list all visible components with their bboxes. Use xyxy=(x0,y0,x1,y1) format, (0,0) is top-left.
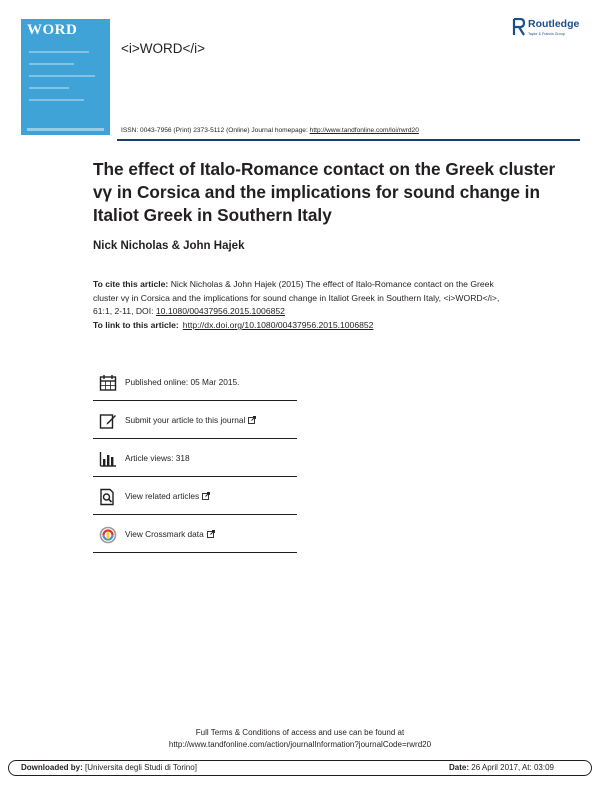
link-label: To link to this article: xyxy=(93,320,179,330)
crossmark-link[interactable] xyxy=(125,529,215,539)
submit-article-link[interactable] xyxy=(125,415,256,425)
submit-article-label: Submit your article to this journal xyxy=(125,415,246,425)
journal-homepage-link[interactable]: http://www.tandfonline.com/loi/rwrd20 xyxy=(309,127,419,134)
terms-url-link[interactable]: http://www.tandfonline.com/action/journalInformation?journalCode=rwrd20 xyxy=(168,740,432,749)
related-articles-label: View related articles xyxy=(125,491,200,501)
cover-decoration xyxy=(29,51,89,53)
article-link-line xyxy=(93,320,373,330)
issn-line xyxy=(121,127,419,134)
journal-title: <i>WORD</i> xyxy=(121,41,206,56)
cover-footer-bar xyxy=(27,128,104,131)
issn-text: ISSN: 0043-7956 (Print) 2373-5112 (Online) Journal homepage: xyxy=(121,127,310,134)
bar-chart-icon xyxy=(99,450,117,468)
terms-notice xyxy=(0,727,600,751)
header-divider xyxy=(117,139,580,141)
external-link-icon xyxy=(248,416,256,424)
article-views-text: Article views: 318 xyxy=(125,453,190,463)
cover-decoration xyxy=(29,87,69,89)
cover-decoration xyxy=(29,63,74,65)
date-value: 26 April 2017, At: 03:09 xyxy=(471,763,554,772)
calendar-icon xyxy=(99,374,117,392)
article-views-row xyxy=(93,439,297,477)
external-link-icon xyxy=(202,492,210,500)
publisher-logo xyxy=(512,17,592,43)
submit-article-row[interactable] xyxy=(93,401,297,439)
publisher-tagline: Taylor & Francis Group xyxy=(528,32,565,36)
doi-link[interactable]: 10.1080/00437956.2015.1006852 xyxy=(155,306,285,316)
citation-block xyxy=(93,278,513,319)
date-label: Date: xyxy=(449,763,470,772)
download-info-bar xyxy=(8,760,592,776)
edit-icon xyxy=(99,412,117,430)
downloaded-by-label: Downloaded by: xyxy=(21,763,83,772)
external-link-icon xyxy=(207,530,215,538)
publisher-name: Routledge xyxy=(528,18,580,30)
cover-decoration xyxy=(29,75,95,77)
crossmark-row[interactable] xyxy=(93,515,297,553)
published-online-text: Published online: 05 Mar 2015. xyxy=(125,377,240,387)
article-authors: Nick Nicholas & John Hajek xyxy=(93,240,245,252)
search-document-icon xyxy=(99,488,117,506)
article-title: The effect of Italo-Romance contact on the Greek cluster vγ in Corsica and the implications for sound change in Italiot Greek in Southern Italy xyxy=(93,159,556,225)
cover-title: WORD xyxy=(27,22,78,38)
crossmark-icon xyxy=(99,526,117,544)
downloaded-by-value: [Universita degli Studi di Torino] xyxy=(85,763,197,772)
published-online-row xyxy=(93,363,297,401)
downloaded-by xyxy=(21,763,197,772)
routledge-logo-icon xyxy=(512,18,526,36)
related-articles-row[interactable] xyxy=(93,477,297,515)
citation-label: To cite this article: xyxy=(93,279,169,289)
cover-decoration xyxy=(29,99,84,101)
journal-cover-image xyxy=(21,19,110,135)
article-doi-url-link[interactable]: http://dx.doi.org/10.1080/00437956.2015.1006852 xyxy=(182,320,374,330)
terms-line: Full Terms & Conditions of access and use can be found at xyxy=(195,728,405,737)
related-articles-link[interactable] xyxy=(125,491,210,501)
download-date xyxy=(449,763,554,772)
crossmark-label: View Crossmark data xyxy=(125,529,204,539)
citation-text: Nick Nicholas & John Hajek (2015) The effect of Italo-Romance contact on the Greek cluster vγ in Corsica and the implications for sound change in Italiot Greek in Southern Italy, <i>WORD</i>, 61:1, 2-11, DOI: xyxy=(93,279,500,316)
